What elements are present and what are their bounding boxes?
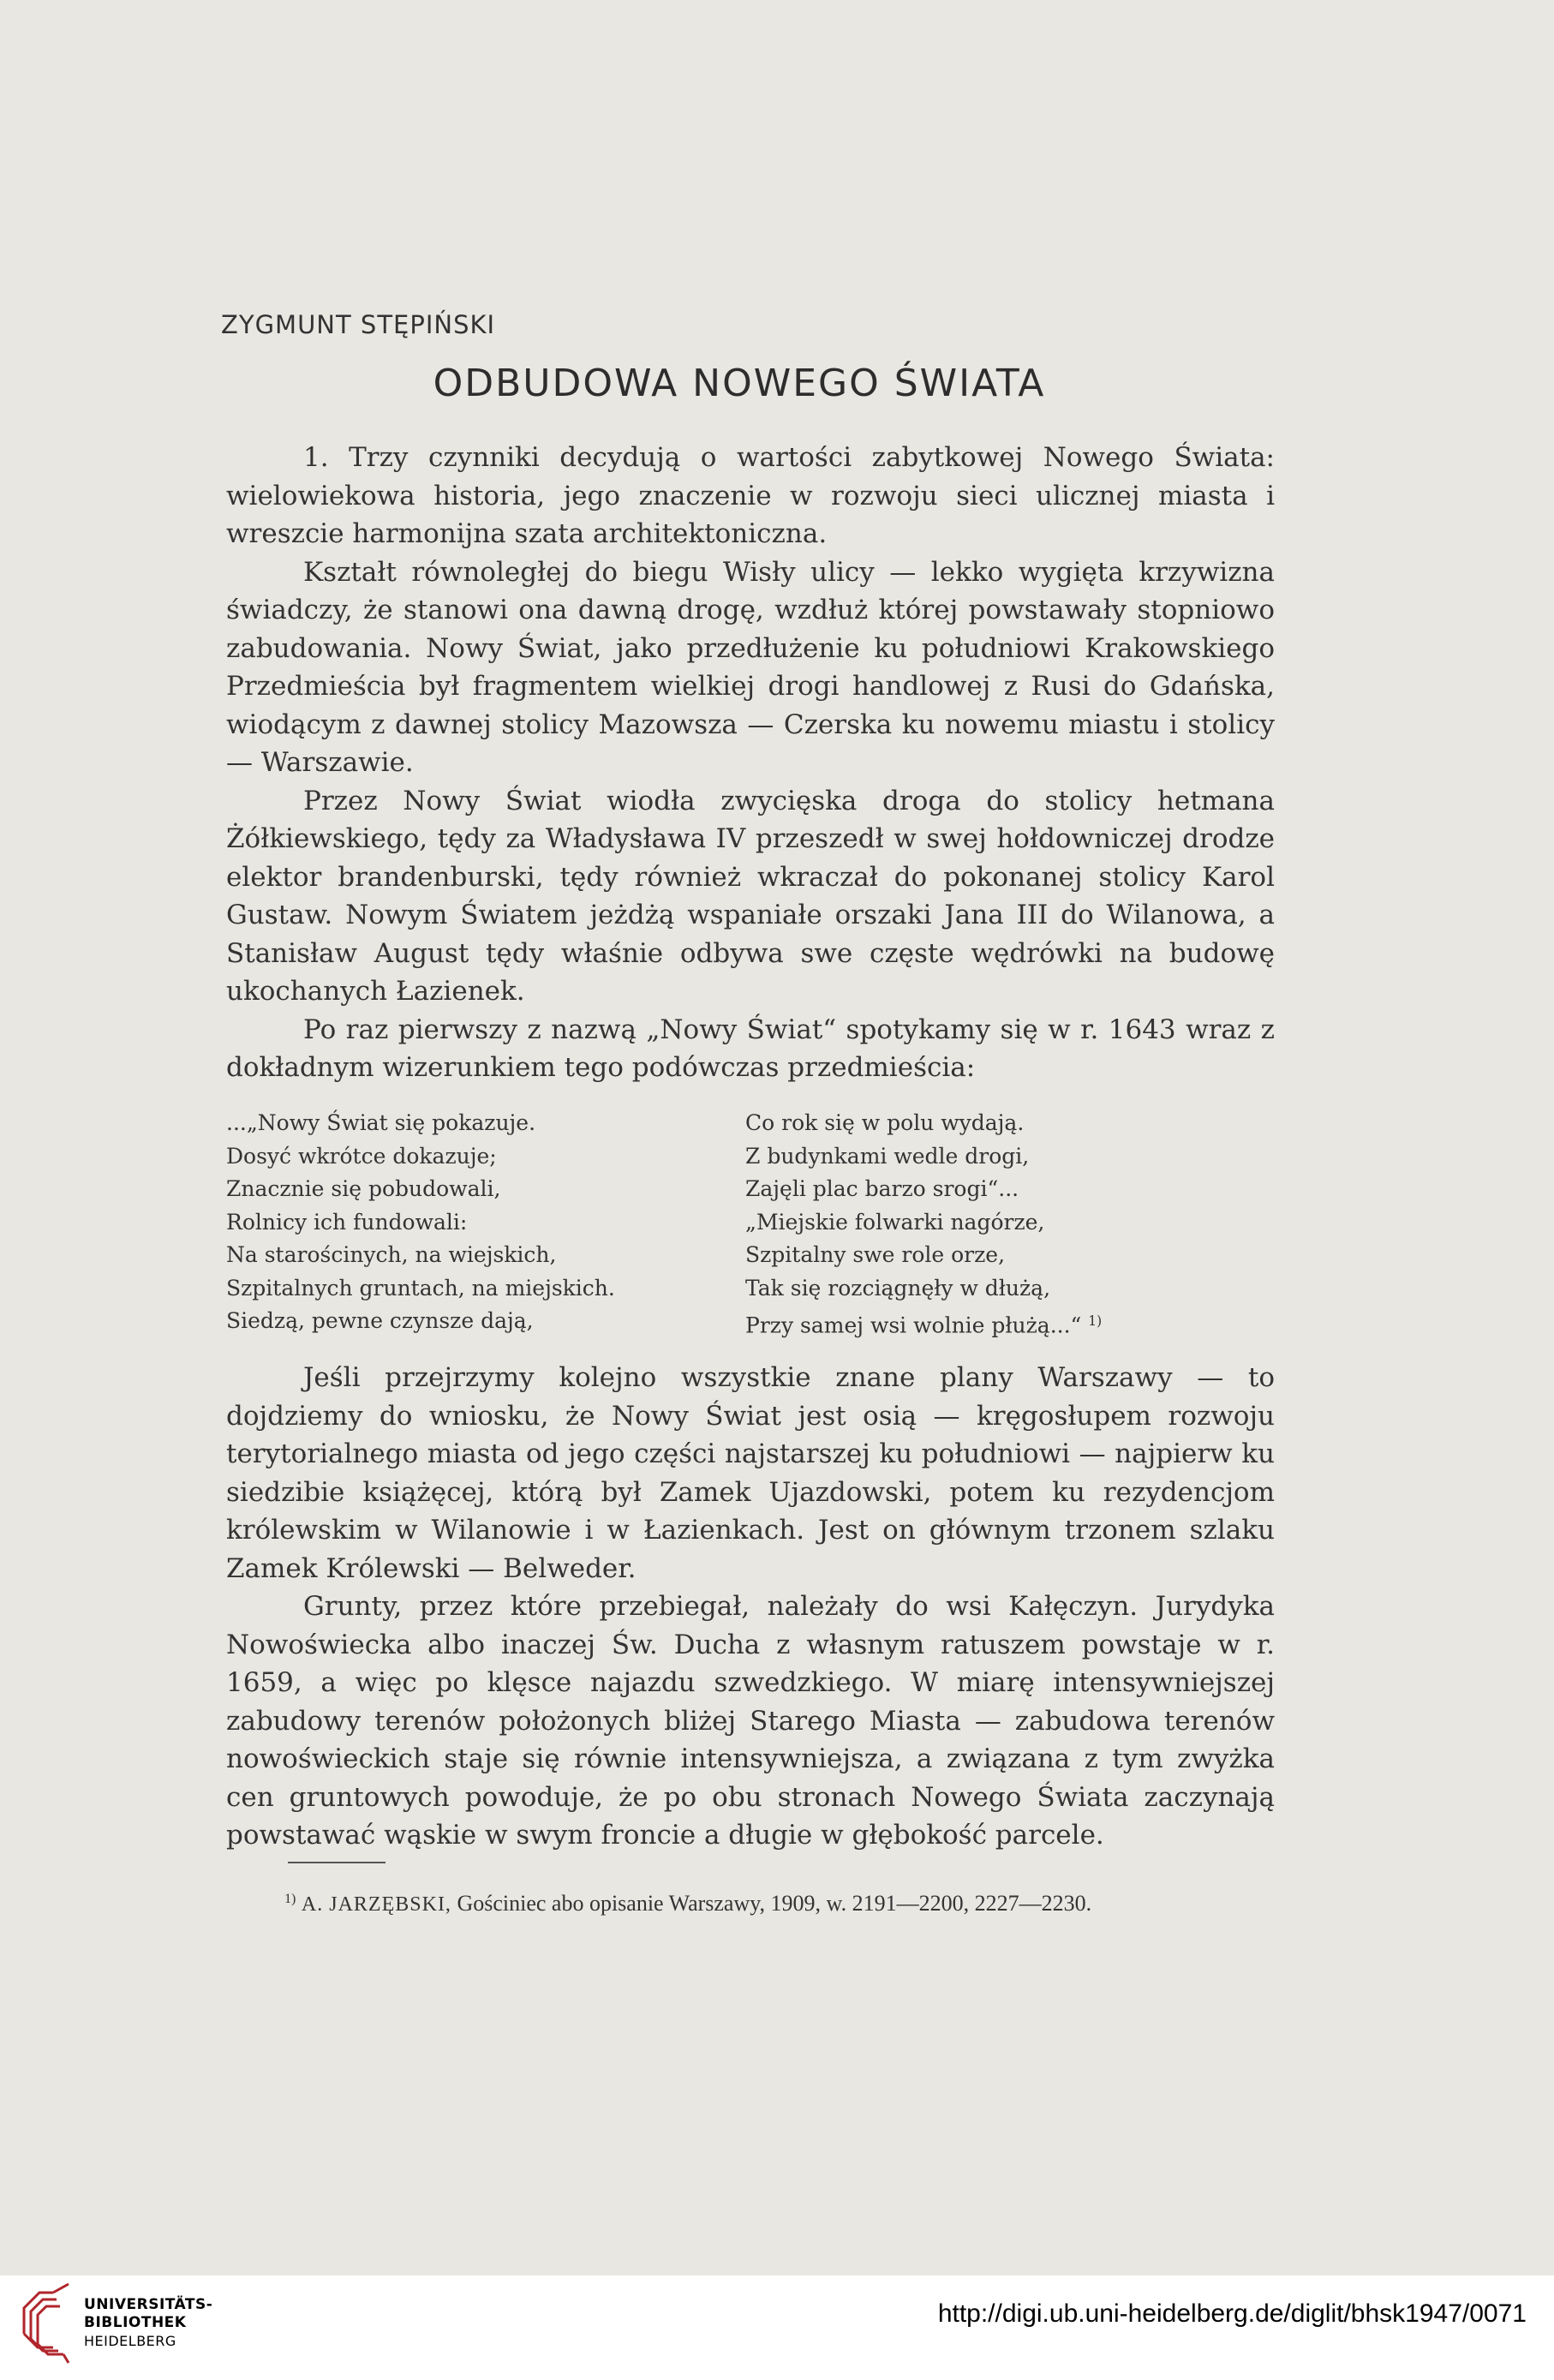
- poem-line: Dosyć wkrótce dokazuje;: [226, 1143, 497, 1169]
- paragraph: Po raz pierwszy z nazwą „Nowy Świat“ spotykamy się w r. 1643 wraz z dokładnym wizerunkiem tego podówczas przedmieścia:: [226, 1014, 1275, 1083]
- footnote-mark: 1): [284, 1892, 296, 1906]
- poem-line: Tak się rozciągnęły w dłużą,: [745, 1275, 1051, 1301]
- poem-line: ...„Nowy Świat się pokazuje.: [226, 1110, 536, 1135]
- paragraph: Przez Nowy Świat wiodła zwycięska droga do stolicy hetmana Żółkiewskiego, tędy za Władysława IV przeszedł w swej hołdowniczej drodze elektor brandenburski, tędy również wkraczał do pokonanej stolicy Karol Gustaw. Nowym Światem jeżdżą wspaniałe orszaki Jana III do Wilanowa, a Stanisław August tędy właśnie odbywa swe częste wędrówki na budowę ukochanych Łazienek.: [226, 785, 1275, 1007]
- poem-line: Z budynkami wedle drogi,: [745, 1143, 1030, 1169]
- poem-line: Rolnicy ich fundowali:: [226, 1209, 468, 1235]
- poem-line: Siedzą, pewne czynsze dają,: [226, 1308, 534, 1333]
- footnote: [226, 1881, 1271, 1923]
- footnote-text: Gościniec abo opisanie Warszawy, 1909, w. 2191—2200, 2227—2230.: [457, 1890, 1092, 1916]
- library-name-line: UNIVERSITÄTS-: [84, 2296, 213, 2313]
- article-body-part1: [226, 439, 1275, 1087]
- poem-line: Na starościnych, na wiejskich,: [226, 1242, 557, 1267]
- footnote-author: A. JARZĘBSKI,: [301, 1893, 451, 1916]
- poem-line: Znacznie się pobudowali,: [226, 1176, 501, 1201]
- article-body-part2: [226, 1359, 1275, 1855]
- library-name-line: BIBLIOTHEK: [84, 2314, 187, 2331]
- poem-line: Przy samej wsi wolnie płużą...“: [745, 1313, 1082, 1338]
- poem-line: Szpitalnych gruntach, na miejskich.: [226, 1275, 615, 1301]
- poem-line: Co rok się w polu wydają.: [745, 1110, 1025, 1135]
- university-library-logo-icon: [19, 2282, 74, 2366]
- paragraph: Grunty, przez które przebiegał, należały do wsi Kałęczyn. Jurydyka Nowoświecka albo inaczej Św. Ducha z własnym ratuszem powstaje w r. 1659, a więc po klęsce najazdu szwedzkiego. W miarę intensywniejszej zabudowy terenów położonych bliżej Starego Miasta — zabudowa terenów nowoświeckich staje się równie intensywniejsza, a związana z tym zwyżka cen gruntowych powoduje, że po obu stronach Nowego Świata zaczynają powstawać wąskie w swym froncie a długie w głębokość parcele.: [226, 1591, 1275, 1851]
- poem-right-column: [745, 1107, 1225, 1342]
- poem-left-column: [226, 1107, 706, 1338]
- library-name-line: HEIDELBERG: [84, 2333, 176, 2349]
- article-title: ODBUDOWA NOWEGO ŚWIATA: [433, 362, 1046, 405]
- paragraph: Kształt równoległej do biegu Wisły ulicy — lekko wygięta krzywizna świadczy, że stanowi ona dawną drogę, wzdłuż której powstawały stopniowo zabudowania. Nowy Świat, jako przedłużenie ku południowi Krakowskiego Przedmieścia był fragmentem wielkiej drogi handlowej z Rusi do Gdańska, wiodącym z dawnej stolicy Mazowsza — Czerska ku nowemu miastu i stolicy — Warszawie.: [226, 556, 1275, 778]
- poem-line: Szpitalny swe role orze,: [745, 1242, 1006, 1267]
- footnote-reference: 1): [1088, 1313, 1103, 1329]
- library-name: [84, 2296, 212, 2350]
- paragraph: Jeśli przejrzymy kolejno wszystkie znane plany Warszawy — to dojdziemy do wniosku, że Nowy Świat jest osią — kręgosłupem rozwoju terytorialnego miasta od jego części najstarszej ku południowi — najpierw ku siedzibie książęcej, którą był Zamek Ujazdowski, potem ku rezydencjom królewskim w Wilanowie i w Łazienkach. Jest on głównym trzonem szlaku Zamek Królewski — Belweder.: [226, 1362, 1275, 1584]
- poem-line: „Miejskie folwarki nagórze,: [745, 1209, 1045, 1235]
- paragraph: 1. Trzy czynniki decydują o wartości zabytkowej Nowego Świata: wielowiekowa historia, jego znaczenie w rozwoju sieci ulicznej miasta i wreszcie harmonijna szata architektoniczna.: [226, 442, 1275, 549]
- poem-line: Zajęli plac barzo srogi“...: [745, 1176, 1019, 1201]
- source-url[interactable]: http://digi.ub.uni-heidelberg.de/diglit/bhsk1947/0071: [937, 2299, 1527, 2328]
- article-author: ZYGMUNT STĘPIŃSKI: [221, 310, 496, 339]
- poem-line-last: [745, 1305, 1225, 1342]
- footnote-divider: [288, 1862, 386, 1863]
